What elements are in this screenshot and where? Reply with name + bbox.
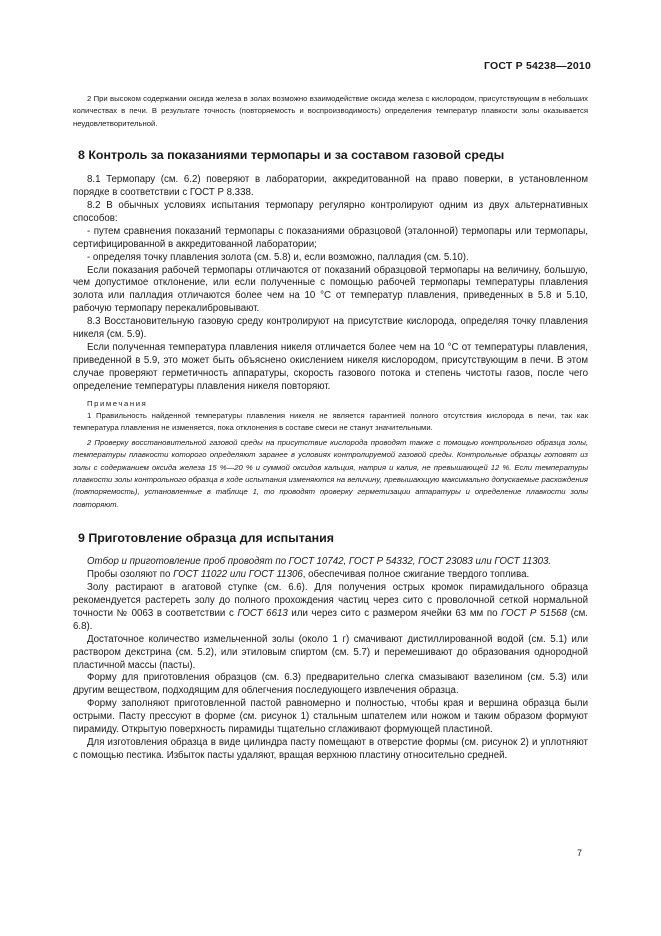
top-note: 2 При высоком содержании оксида железа в золах возможно взаимодействие оксида железа с кислородом, присутствующим в небольших количествах в печи. В результате точность (повторяемость и воспроизводимость) определения температур плавкости золы оказывается неудовлетворительной.	[73, 94, 588, 128]
para-9-ashing: Пробы озоляют по ГОСТ 11022 или ГОСТ 11306, обеспечивая полное сжигание твердого топлива.	[87, 569, 530, 581]
para-9-grinding: Золу растирают в агатовой ступке (см. 6.6). Для получения острых кромок пирамидального образца рекомендуется растереть золу до полного прохождения частиц через сито с проволочной сеткой нормальной точности № 0063 в соответствии с ГОСТ 6613 или через сито с размером ячейки 63 мм по ГОСТ Р 51568 (см. 6.8).	[73, 582, 588, 632]
para-9-cylinder: Для изготовления образца в виде цилиндра пасту помещают в отверстие формы (см. рисунок 2) и уплотняют с помощью пестика. Избыток пасты удаляют, вращая верхнюю пластину относительно средней.	[73, 736, 588, 761]
para-9-wetting: Достаточное количество измельченной золы (около 1 г) смачивают дистиллированной водой (см. 5.1) или раствором декстрина (см. 5.2), или этиловым спиртом (см. 5.7) и перемешивают до образования однородной пластичной массы (пасты).	[73, 633, 588, 671]
page-content	[73, 93, 588, 763]
standard-ref: ГОСТ 6613	[237, 607, 288, 619]
para-8-2: 8.2 В обычных условиях испытания термопару регулярно контролируют одним из двух альтернативных способов:	[73, 200, 588, 224]
section-8-body	[73, 174, 588, 511]
para-8-2-recalibration: Если показания рабочей термопары отличаются от показаний образцовой термопары на величину, большую, чем допустимое отклонение, или если полученные с помощью рабочей термопары температуры плавления золота или палладия отличаются более чем на 10 °С от температур плавления, приведенных в 5.8 и 5.10, рабочую термопару перекалибровывают.	[73, 264, 588, 315]
para-9-sampling: Отбор и приготовление проб проводят по ГОСТ 10742, ГОСТ Р 54332, ГОСТ 23083 или ГОСТ 11303.	[87, 556, 552, 568]
note-1: 1 Правильность найденной температуры плавления никеля не является гарантией полного отсутствия кислорода в печи, так как температура плавления не изменяется, пока отклонения в составе смеси не станут значительными.	[73, 411, 588, 433]
section-9-body	[73, 556, 588, 763]
para-9-pyramid: Форму заполняют приготовленной пастой равномерно и полностью, чтобы края и вершина образца были острыми. Пасту прессуют в форме (см. рисунок 1) стальным шпателем или ножом и таким образом формуют пирамиду. Открытую поверхность пирамиды тщательно сглаживают формующей пластиной.	[73, 698, 588, 736]
para-8-2-option-2: - определяя точку плавления золота (см. 5.8) и, если возможно, палладия (см. 5.10).	[87, 251, 469, 263]
para-8-3: 8.3 Восстановительную газовую среду контролируют на присутствие кислорода, определяя точку плавления никеля (см. 5.9).	[73, 316, 588, 341]
para-9-mold-grease: Форму для приготовления образцов (см. 6.3) предварительно слегка смазывают вазелином (см. 5.3) или другим веществом, подходящим для облегчения последующего извлечения образца.	[73, 672, 588, 697]
para-8-2-option-1: - путем сравнения показаний термопары с показаниями образцовой (эталонной) термопары или термопары, сертифицированной в аккредитованной лаборатории;	[73, 225, 588, 250]
section-8-title: 8 Контроль за показаниями термопары и за составом газовой среды	[78, 148, 505, 163]
section-9-title: 9 Приготовление образца для испытания	[78, 531, 335, 546]
notes-heading: Примечания	[87, 398, 148, 408]
note-2: 2 Проверку восстановительной газовой среды на присутствие кислорода проводят также с помощью контрольного образца золы, температуры плавкости которого определяют заранее в условиях контролируемой газовой среды. Контрольные образцы готовят из золы с содержанием оксида железа 15 %—20 % и суммой оксидов кальция, натрия и калия, не превышающей 12 %. Если температуры плавкости золы контрольного образца в ходе испытания изменяются на величину, превышающую максимально допускаемые расхождения (повторяемость), установленные в таблице 1, то проводят проверку герметизации аппаратуры и определение плавкости золы повторяют.	[73, 437, 588, 509]
para-8-1: 8.1 Термопару (см. 6.2) поверяют в лаборатории, аккредитованной на право поверки, в установленном порядке в соответствии с ГОСТ Р 8.338.	[73, 174, 588, 199]
page-number: 7	[576, 848, 582, 858]
standard-ref: ГОСТ 11022 или ГОСТ 11306	[173, 569, 303, 581]
standard-ref: ГОСТ Р 51568	[501, 607, 567, 619]
para-8-3-nickel: Если полученная температура плавления никеля отличается более чем на 10 °С от температуры плавления, приведенной в 5.9, это может быть объяснено окислением никеля кислородом, присутствующим в печи. В этом случае проверяют герметичность аппаратуры, скорость газового потока и степень чистоты газов, после чего определение температуры плавления никеля повторяют.	[73, 342, 588, 392]
document-code-header: ГОСТ Р 54238—2010	[483, 60, 591, 72]
